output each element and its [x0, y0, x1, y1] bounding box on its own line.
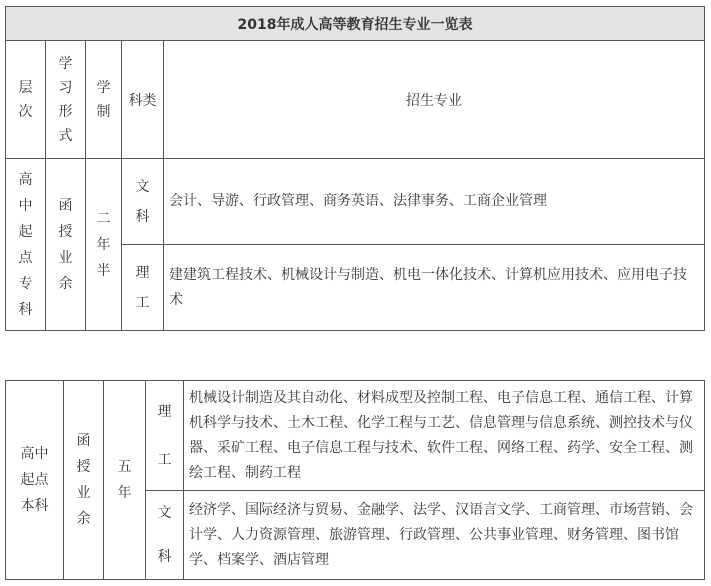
majors-cell: 会计、导游、行政管理、商务英语、法律事务、工商企业管理	[164, 159, 705, 245]
category-cell: 理工	[122, 245, 164, 331]
majors-cell: 经济学、国际经济与贸易、金融学、法学、汉语言文学、工商管理、市场营销、会计学、人力资源管理、旅游管理、行政管理、公共事业管理、财务管理、图书馆学、档案学、酒店管理	[184, 491, 705, 580]
category-cell: 理工	[146, 381, 184, 491]
level-cell: 高中起点本科	[6, 381, 64, 580]
study-form-cell: 函授业余	[46, 159, 86, 331]
category-cell: 文科	[146, 491, 184, 580]
category-cell: 文科	[122, 159, 164, 245]
page-title: 2018年成人高等教育招生专业一览表	[6, 7, 705, 41]
majors-cell: 建建筑工程技术、机械设计与制造、机电一体化技术、计算机应用技术、应用电子技术	[164, 245, 705, 331]
header-category: 科类	[122, 41, 164, 159]
majors-table-bachelor	[5, 380, 705, 580]
duration-cell: 五年	[104, 381, 146, 580]
study-form-cell: 函授业余	[64, 381, 104, 580]
duration-cell: 二年半	[86, 159, 122, 331]
header-study-form: 学习形式	[46, 41, 86, 159]
header-level: 层次	[6, 41, 46, 159]
header-duration: 学制	[86, 41, 122, 159]
majors-cell: 机械设计制造及其自动化、材料成型及控制工程、电子信息工程、通信工程、计算机科学与技术、土木工程、化学工程与工艺、信息管理与信息系统、测控技术与仪器、采矿工程、电子信息工程与技术、软件工程、网络工程、药学、安全工程、测绘工程、制药工程	[184, 381, 705, 491]
header-majors: 招生专业	[164, 41, 705, 159]
majors-table-associate	[5, 6, 705, 331]
level-cell: 高中起点专科	[6, 159, 46, 331]
